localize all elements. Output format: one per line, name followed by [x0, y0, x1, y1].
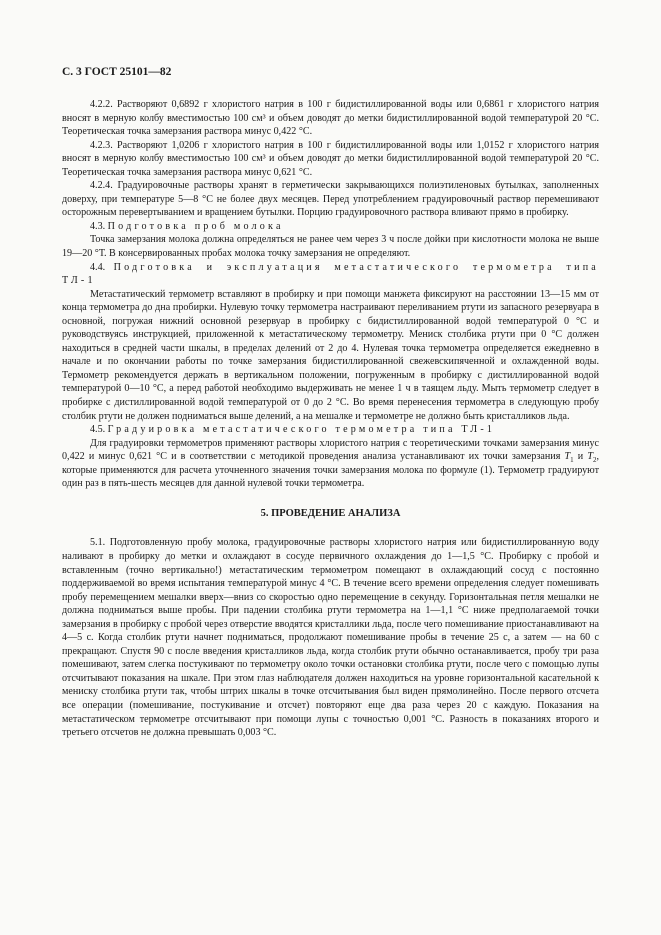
- symbol-t2-subscript: 2: [592, 456, 597, 465]
- paragraph-4-5-text-a: Для градуировки термометров применяют растворы хлористого натрия с теоретическими точками замерзания минус 0,422 и минус 0,621 °С и в соответствии с методикой проведения анализа устанавливают их точки замерзания: [62, 437, 599, 463]
- document-body: [62, 98, 599, 740]
- paragraph-4-2-2: 4.2.2. Растворяют 0,6892 г хлористого натрия в 100 г бидистиллированной воды или 0,6861 г хлористого натрия вносят в мерную колбу вместимостью 100 см³ и объем доводят до метки бидистиллированной водой температурой 20 °С. Теоретическая точка замерзания раствора минус 0,422 °С.: [62, 99, 599, 138]
- symbol-t2: T: [587, 451, 593, 463]
- heading-4-5-title: Градуировка метастатического термометра типа ТЛ-1: [107, 424, 496, 436]
- paragraph-4-2-3: 4.2.3. Растворяют 1,0206 г хлористого натрия в 100 г бидистиллированной воды или 1,0152 г хлористого натрия вносят в мерную колбу вместимостью 100 см³ и объем доводят до метки бидистиллированной водой температурой 20 °С. Теоретическая точка замерзания раствора минус 0,621 °С.: [62, 139, 599, 178]
- paragraph-5-1: 5.1. Подготовленную пробу молока, градуировочные растворы хлористого натрия или бидистиллированную воду наливают в пробирку до метки и охлаждают в сосуде первичного охлаждения до 1—1,5 °С. Пробирку с пробой и вставленным (точно вертикально!) метастатическим термометром помещают в охлаждающий сосуд с постоянно поддерживаемой во время испытания температурой минус 4 °С. В течение всего времени определения следует помешивать пробу перемещением мешалки вверх—вниз со скоростью одно перемещение в секунду. Горизонтальная петля мешалки не должна подниматься выше пробы. При падении столбика ртути термометра на 1—1,1 °С ниже предполагаемой точки замерзания в пробирку с пробой через отверстие вводятся кристаллики льда, после чего помешивание приостанавливают на 4—5 с. Когда столбик ртути начнет подниматься, продолжают помешивание пробы в течение 25 с, а затем — на 60 с прекращают. Спустя 90 с после введения кристалликов льда, когда столбик ртути обычно останавливается, пробу три раза помешивают, затем слегка постукивают по термометру около точки остановки столбика ртути, после чего с помощью лупы отсчитывают показания на шкале. При этом глаз наблюдателя должен находиться на уровне горизонтальной касательной к мениску столбика ртути так, чтобы штрих шкалы в точке отсчитывания был виден прямолинейно. После первого отсчета все операции (помешивание, постукивание и отсчет) повторяют еще два раза через 20 с каждую. Показания на метастатическом термометре отсчитывают при помощи лупы с точностью 0,001 °С. Разность в показаниях второго и третьего отсчетов не должна превышать 0,003 °С.: [62, 537, 599, 739]
- paragraph-4-5-text-b: , которые применяются для расчета уточненного значения точки замерзания молока по формуле (1). Термометр градуируют один раз в пять-шесть месяцев для данной нулевой точки термометра.: [62, 451, 599, 490]
- heading-4-4-number: 4.4.: [90, 261, 106, 273]
- symbol-t1: T: [564, 451, 571, 463]
- paragraph-4-3: Точка замерзания молока должна определяться не ранее чем через 3 ч после дойки при кислотности молока не выше 19—20 °Т. В консервированных пробах молока точку замерзания не определяют.: [62, 234, 599, 260]
- heading-4-4: [62, 261, 599, 288]
- paragraph-4-5: [62, 437, 599, 491]
- heading-4-5: [62, 423, 599, 437]
- heading-4-3-number: 4.3.: [90, 220, 106, 232]
- heading-4-4-title: Подготовка и эксплуатация метастатического термометра типа ТЛ-1: [62, 261, 599, 287]
- heading-4-3-title: Подготовка проб молока: [107, 220, 284, 232]
- heading-4-5-number: 4.5.: [90, 424, 106, 436]
- heading-4-3: [62, 220, 599, 234]
- page-header: С. 3 ГОСТ 25101—82: [62, 66, 172, 78]
- paragraph-4-2-4: 4.2.4. Градуировочные растворы хранят в герметически закрывающихся полиэтиленовых бутылках, заполненных доверху, при температуре 5—8 °С не более двух месяцев. Перед употреблением градуировочный раствор перемешивают осторожным перевертыванием и вращением бутылки. Порцию градуировочного раствора вливают прямо в пробирку.: [62, 180, 599, 219]
- paragraph-4-5-text-and: и: [573, 451, 588, 463]
- section-5-heading: 5. ПРОВЕДЕНИЕ АНАЛИЗА: [260, 507, 401, 519]
- symbol-t1-subscript: 1: [570, 456, 574, 465]
- paragraph-4-4: Метастатический термометр вставляют в пробирку и при помощи манжета фиксируют на расстоянии 13—15 мм от конца термометра до дна пробирки. Нулевую точку термометра настраивают переливанием ртути из запасного резервуара в основной, погружая нижний основной резервуар в пробирку с бидистиллированной водой температурой 0 °С и руководствуясь инструкцией, приложенной к метастатическому термометру. Мениск столбика ртути при 0 °С должен находиться в средней части шкалы, в пределах делений от 2 до 4. Нулевая точка термометра определяется ежедневно в начале и по окончании работы по точке замерзания бидистиллированной свежевскипяченной и охлажденной воды. Термометр рекомендуется держать в вертикальном положении, погруженным в пробирку с дистиллированной водой температурой 0—10 °С, а перед работой необходимо выдерживать не менее 1 ч в таящем льду. Мыть термометр следует в пробирке с дистиллированной водой температурой от 0 до 2 °С. Во время перенесения термометра в следующую пробу столбик ртути не должен подниматься выше делений, а на мешалке и термометре не должно быть кристалликов льда.: [62, 288, 599, 422]
